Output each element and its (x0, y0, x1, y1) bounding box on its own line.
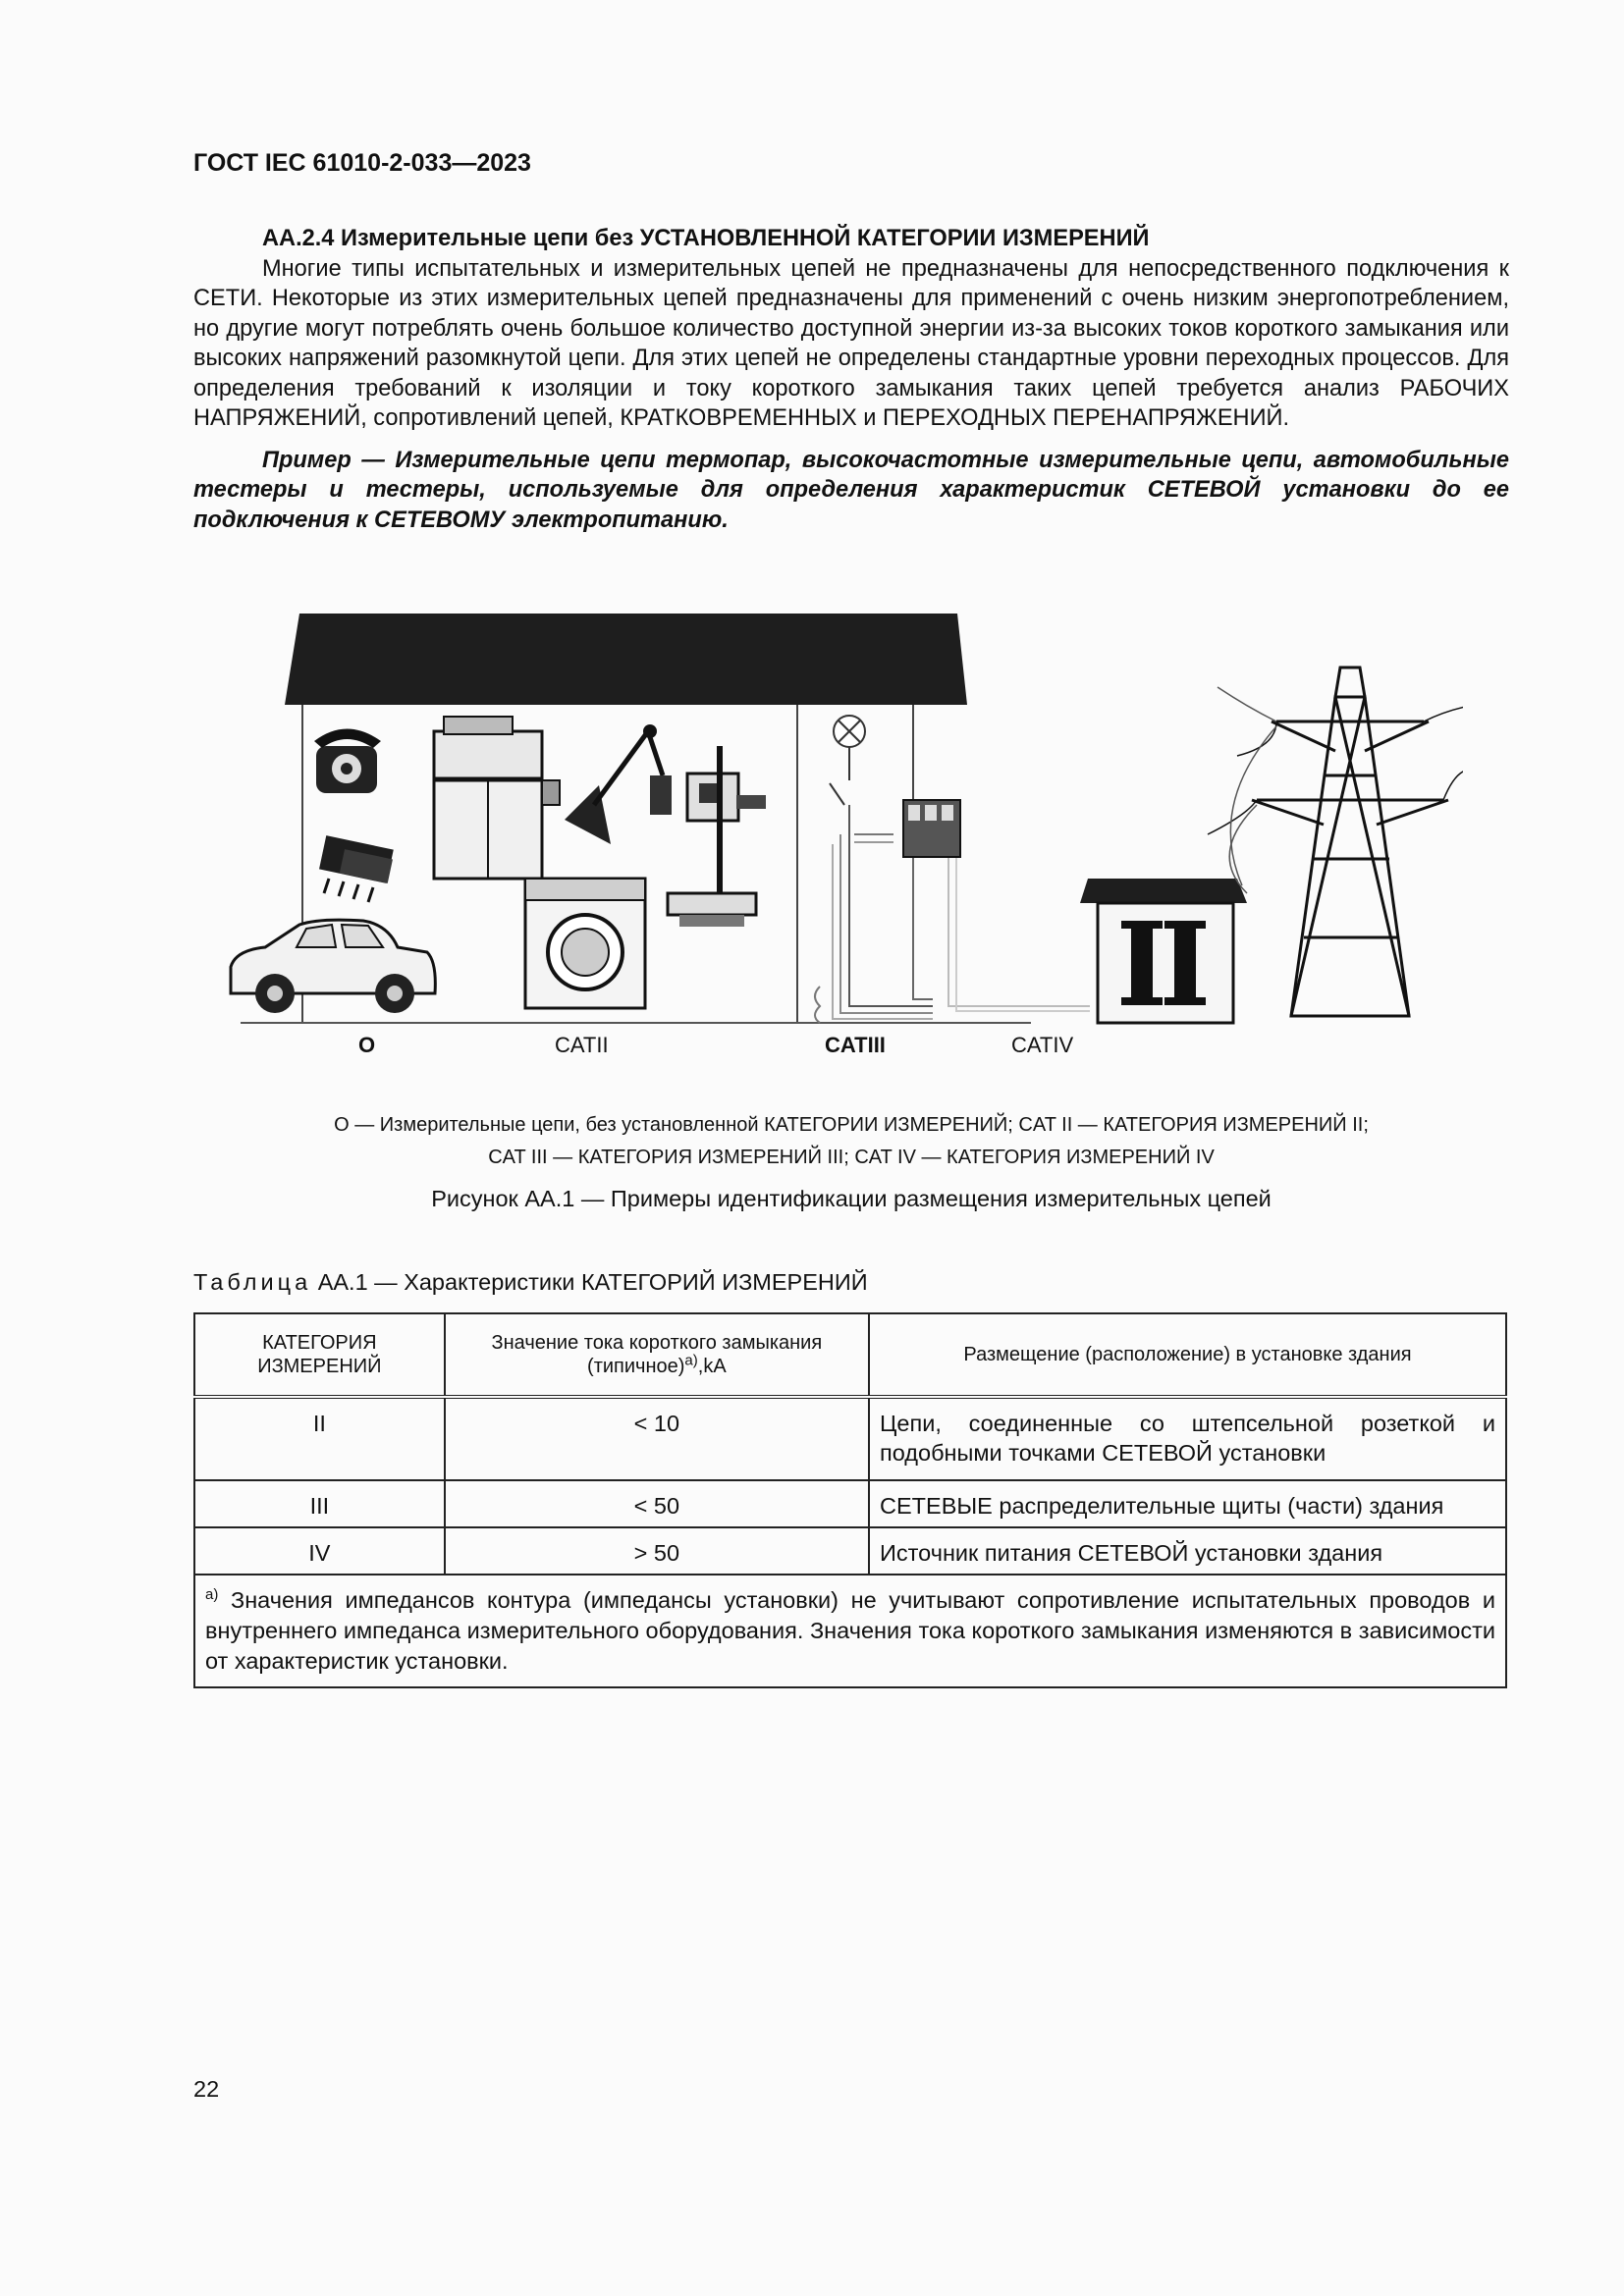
header-current-unit: ,kA (697, 1356, 727, 1377)
header-placement: Размещение (расположение) в установке здания (869, 1313, 1506, 1397)
header-current (445, 1313, 869, 1397)
table-row (194, 1527, 1506, 1575)
figure-legend (193, 1109, 1509, 1174)
measurement-categories-illustration (226, 609, 1463, 1060)
table-row (194, 1397, 1506, 1480)
electronics-icon (319, 835, 394, 902)
car-icon (231, 920, 435, 1013)
cell-placement: Источник питания СЕТЕВОЙ установки здания (869, 1527, 1506, 1575)
lamp-icon (565, 724, 672, 844)
copier-icon (434, 717, 560, 879)
cell-current: < 10 (445, 1397, 869, 1480)
cell-current: > 50 (445, 1527, 869, 1575)
table-footnote-row (194, 1575, 1506, 1687)
table-footnote (194, 1575, 1506, 1687)
table-title (193, 1269, 868, 1296)
distribution-board-icon (903, 800, 960, 857)
overhead-wires (1218, 687, 1276, 893)
cell-category: III (194, 1480, 445, 1527)
cell-current: < 50 (445, 1480, 869, 1527)
figure-aa-1 (226, 609, 1463, 1060)
power-pylon-icon (1208, 667, 1463, 1016)
washing-machine-icon (525, 879, 645, 1008)
header-category: КАТЕГОРИЯ ИЗМЕРЕНИЙ (194, 1313, 445, 1397)
measurement-categories-table (193, 1312, 1507, 1688)
legend-line-1: О — Измерительные цепи, без установленной КАТЕГОРИИ ИЗМЕРЕНИЙ; CAT II — КАТЕГОРИЯ ИЗМЕРЕНИЙ II; (334, 1114, 1369, 1136)
figure-caption: Рисунок АА.1 — Примеры идентификации размещения измерительных цепей (431, 1186, 1272, 1211)
cell-category: IV (194, 1527, 445, 1575)
section-heading: АА.2.4 Измерительные цепи без УСТАНОВЛЕННОЙ КАТЕГОРИИ ИЗМЕРЕНИЙ (262, 226, 1150, 251)
switch-icon (830, 783, 844, 805)
label-cat4: CATIV (1011, 1033, 1074, 1057)
label-cat2: CATII (555, 1033, 609, 1057)
footnote-text: Значения импедансов контура (импедансы установки) не учитывают сопротивление испытательных проводов и внутреннего импеданса измерительного оборудования. Значения тока короткого замыкания изменяются в зависимости от характеристик установки. (205, 1587, 1496, 1674)
section-aa-2-4 (193, 224, 1509, 535)
cell-category: II (194, 1397, 445, 1480)
page-number: 22 (193, 2076, 220, 2102)
document-header: ГОСТ IEC 61010-2-033—2023 (193, 149, 531, 177)
table-title-prefix: Таблица (193, 1269, 312, 1295)
drill-press-icon (668, 746, 766, 927)
example-paragraph: Пример — Измерительные цепи термопар, высокочастотные измерительные цепи, автомобильные тестеры и тестеры, используемые для определения характеристик СЕТЕВОЙ установки до ее подключения к СЕТЕВОМУ электропитанию. (193, 447, 1509, 533)
footnote-mark: а) (205, 1586, 219, 1604)
table-row (194, 1480, 1506, 1527)
telephone-icon (314, 729, 381, 794)
section-body: Многие типы испытательных и измерительных цепей не предназначены для непосредственного подключения к СЕТИ. Некоторые из этих измерительных цепей предназначены для применений с очень низким энергопотреблением, но другие могут потреблять очень большое количество доступной энергии из-за высоких токов короткого замыкания или высоких напряжений разомкнутой цепи. Для этих цепей не определены стандартные уровни переходных процессов. Для определения требований к изоляции и току короткого замыкания таких цепей требуется анализ РАБОЧИХ НАПРЯЖЕНИЙ, сопротивлений цепей, КРАТКОВРЕМЕННЫХ и ПЕРЕХОДНЫХ ПЕРЕНАПРЯЖЕНИЙ. (193, 255, 1509, 431)
table-title-text: АА.1 — Характеристики КАТЕГОРИЙ ИЗМЕРЕНИЙ (317, 1269, 868, 1295)
house-roof (285, 614, 967, 705)
light-fixture-icon (834, 716, 865, 780)
table-header-row (194, 1313, 1506, 1397)
header-current-text: Значение тока короткого замыкания (типичное) (491, 1332, 823, 1377)
transformer-station-icon (1080, 879, 1247, 1023)
legend-line-2: CAT III — КАТЕГОРИЯ ИЗМЕРЕНИЙ III; CAT IV — КАТЕГОРИЯ ИЗМЕРЕНИЙ IV (488, 1147, 1215, 1168)
label-o: O (358, 1033, 376, 1057)
cell-placement: Цепи, соединенные со штепсельной розеткой и подобными точками СЕТЕВОЙ установки (869, 1397, 1506, 1480)
header-current-footnote-mark: а) (684, 1352, 698, 1369)
cell-placement: СЕТЕВЫЕ распределительные щиты (части) здания (869, 1480, 1506, 1527)
label-cat3: CATIII (825, 1033, 886, 1057)
